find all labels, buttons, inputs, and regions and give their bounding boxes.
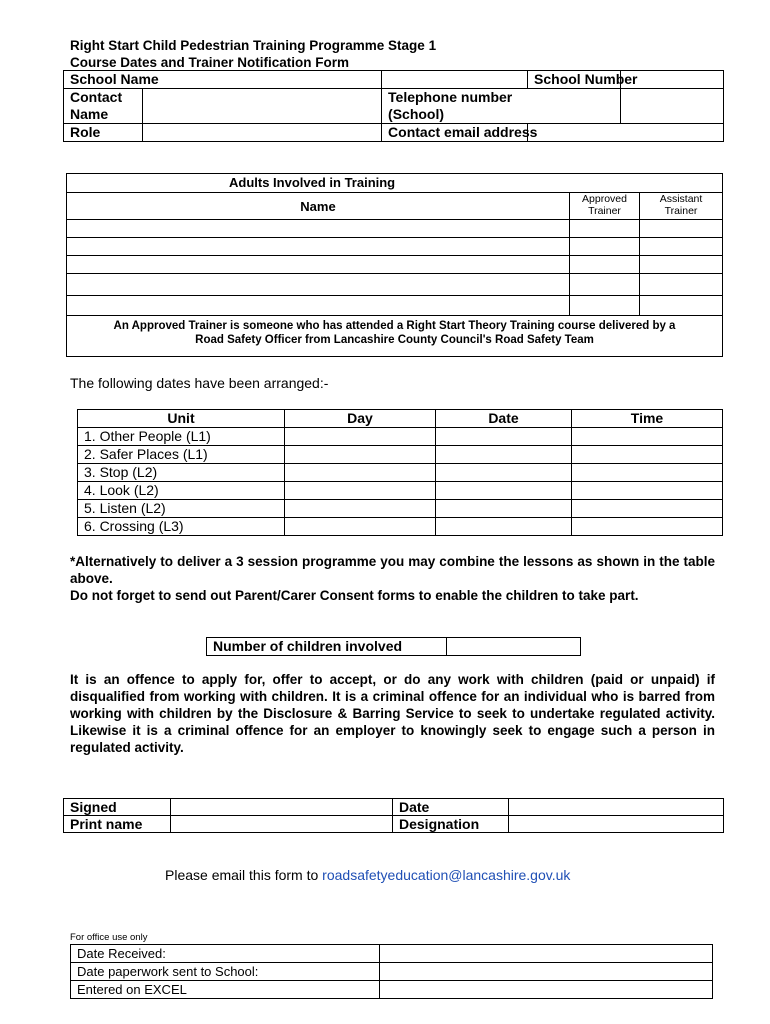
office-use-table	[70, 944, 713, 999]
school-name-label: School Name	[64, 71, 382, 89]
approved-field[interactable]	[570, 296, 640, 316]
col-assistant-header: Assistant Trainer	[640, 193, 723, 220]
date-header: Date	[436, 410, 572, 428]
table-row	[78, 464, 723, 482]
children-count-field[interactable]	[447, 638, 581, 656]
office-use-label: For office use only	[70, 932, 148, 943]
col-name-header: Name	[67, 193, 570, 220]
date-field[interactable]	[509, 799, 724, 816]
table-row	[78, 500, 723, 518]
approved-field[interactable]	[570, 274, 640, 296]
name-field[interactable]	[67, 296, 570, 316]
time-field[interactable]	[572, 518, 723, 536]
children-label: Number of children involved	[207, 638, 447, 656]
signature-table	[63, 798, 724, 833]
assistant-field[interactable]	[640, 296, 723, 316]
day-field[interactable]	[285, 518, 436, 536]
date-field[interactable]	[436, 446, 572, 464]
school-details-table	[63, 70, 724, 142]
approved-field[interactable]	[570, 256, 640, 274]
table-row	[78, 518, 723, 536]
signed-label: Signed	[64, 799, 171, 816]
date-field[interactable]	[436, 482, 572, 500]
time-field[interactable]	[572, 464, 723, 482]
date-field[interactable]	[436, 464, 572, 482]
date-field[interactable]	[436, 518, 572, 536]
assistant-field[interactable]	[640, 238, 723, 256]
time-field[interactable]	[572, 500, 723, 518]
telephone-field[interactable]	[621, 89, 724, 124]
approved-field[interactable]	[570, 220, 640, 238]
time-header: Time	[572, 410, 723, 428]
units-table	[77, 409, 723, 536]
unit-label: 1. Other People (L1)	[78, 428, 285, 446]
school-number-label: School Number	[528, 71, 621, 89]
alternative-note: *Alternatively to deliver a 3 session programme you may combine the lessons as shown in the table above.	[70, 554, 715, 586]
role-label: Role	[64, 124, 143, 142]
consent-reminder: Do not forget to send out Parent/Carer Consent forms to enable the children to take part.	[70, 588, 639, 603]
telephone-label: Telephone number (School)	[382, 89, 621, 124]
unit-label: 4. Look (L2)	[78, 482, 285, 500]
entered-excel-label: Entered on EXCEL	[71, 981, 380, 999]
time-field[interactable]	[572, 446, 723, 464]
email-field[interactable]	[528, 124, 724, 142]
school-name-field[interactable]	[382, 71, 528, 89]
table-row	[67, 274, 723, 296]
date-field[interactable]	[436, 428, 572, 446]
name-field[interactable]	[67, 238, 570, 256]
name-field[interactable]	[67, 274, 570, 296]
day-field[interactable]	[285, 482, 436, 500]
role-field[interactable]	[143, 124, 382, 142]
assistant-field[interactable]	[640, 274, 723, 296]
unit-label: 2. Safer Places (L1)	[78, 446, 285, 464]
paperwork-sent-label: Date paperwork sent to School:	[71, 963, 380, 981]
col-approved-header: Approved Trainer	[570, 193, 640, 220]
day-field[interactable]	[285, 464, 436, 482]
table-row	[67, 296, 723, 316]
date-received-field[interactable]	[380, 945, 713, 963]
name-field[interactable]	[67, 220, 570, 238]
date-received-label: Date Received:	[71, 945, 380, 963]
designation-label: Designation	[393, 816, 509, 833]
unit-label: 6. Crossing (L3)	[78, 518, 285, 536]
table-row	[78, 446, 723, 464]
table-row	[67, 238, 723, 256]
dates-intro: The following dates have been arranged:-	[70, 375, 329, 391]
approved-trainer-note: An Approved Trainer is someone who has attended a Right Start Theory Training course delivered by a Road Safety Officer from Lancashire County Council's Road Safety Team	[67, 316, 723, 357]
day-field[interactable]	[285, 500, 436, 518]
entered-excel-field[interactable]	[380, 981, 713, 999]
table-row	[67, 256, 723, 274]
paperwork-sent-field[interactable]	[380, 963, 713, 981]
adults-table-title: Adults Involved in Training	[67, 174, 723, 193]
contact-name-field[interactable]	[143, 89, 382, 124]
table-row	[78, 428, 723, 446]
signed-field[interactable]	[171, 799, 393, 816]
page-title	[70, 37, 436, 71]
date-label: Date	[393, 799, 509, 816]
approved-field[interactable]	[570, 238, 640, 256]
day-field[interactable]	[285, 428, 436, 446]
children-table	[206, 637, 581, 656]
table-row	[67, 220, 723, 238]
title-line-2: Course Dates and Trainer Notification Form	[70, 55, 350, 70]
print-name-label: Print name	[64, 816, 171, 833]
print-name-field[interactable]	[171, 816, 393, 833]
assistant-field[interactable]	[640, 220, 723, 238]
email-link[interactable]: roadsafetyeducation@lancashire.gov.uk	[322, 867, 571, 883]
date-field[interactable]	[436, 500, 572, 518]
table-row	[78, 482, 723, 500]
email-instruction	[165, 867, 570, 883]
day-header: Day	[285, 410, 436, 428]
offence-notice: It is an offence to apply for, offer to accept, or do any work with children (paid or unpaid) if disqualified from working with children. It is a criminal offence for an individual who is barred from working with children by the Disclosure & Barring Service to seek to undertake regulated activity. Likewise it is a criminal offence for an employer to knowingly seek to engage such a person in regulated activity.	[70, 672, 715, 755]
unit-label: 5. Listen (L2)	[78, 500, 285, 518]
unit-label: 3. Stop (L2)	[78, 464, 285, 482]
adults-table	[66, 173, 723, 357]
time-field[interactable]	[572, 482, 723, 500]
email-label: Contact email address	[382, 124, 528, 142]
unit-header: Unit	[78, 410, 285, 428]
title-line-1: Right Start Child Pedestrian Training Programme Stage 1	[70, 38, 437, 53]
name-field[interactable]	[67, 256, 570, 274]
email-prompt: Please email this form to	[165, 867, 323, 883]
time-field[interactable]	[572, 428, 723, 446]
designation-field[interactable]	[509, 816, 724, 833]
contact-name-label: Contact Name	[64, 89, 143, 124]
assistant-field[interactable]	[640, 256, 723, 274]
day-field[interactable]	[285, 446, 436, 464]
